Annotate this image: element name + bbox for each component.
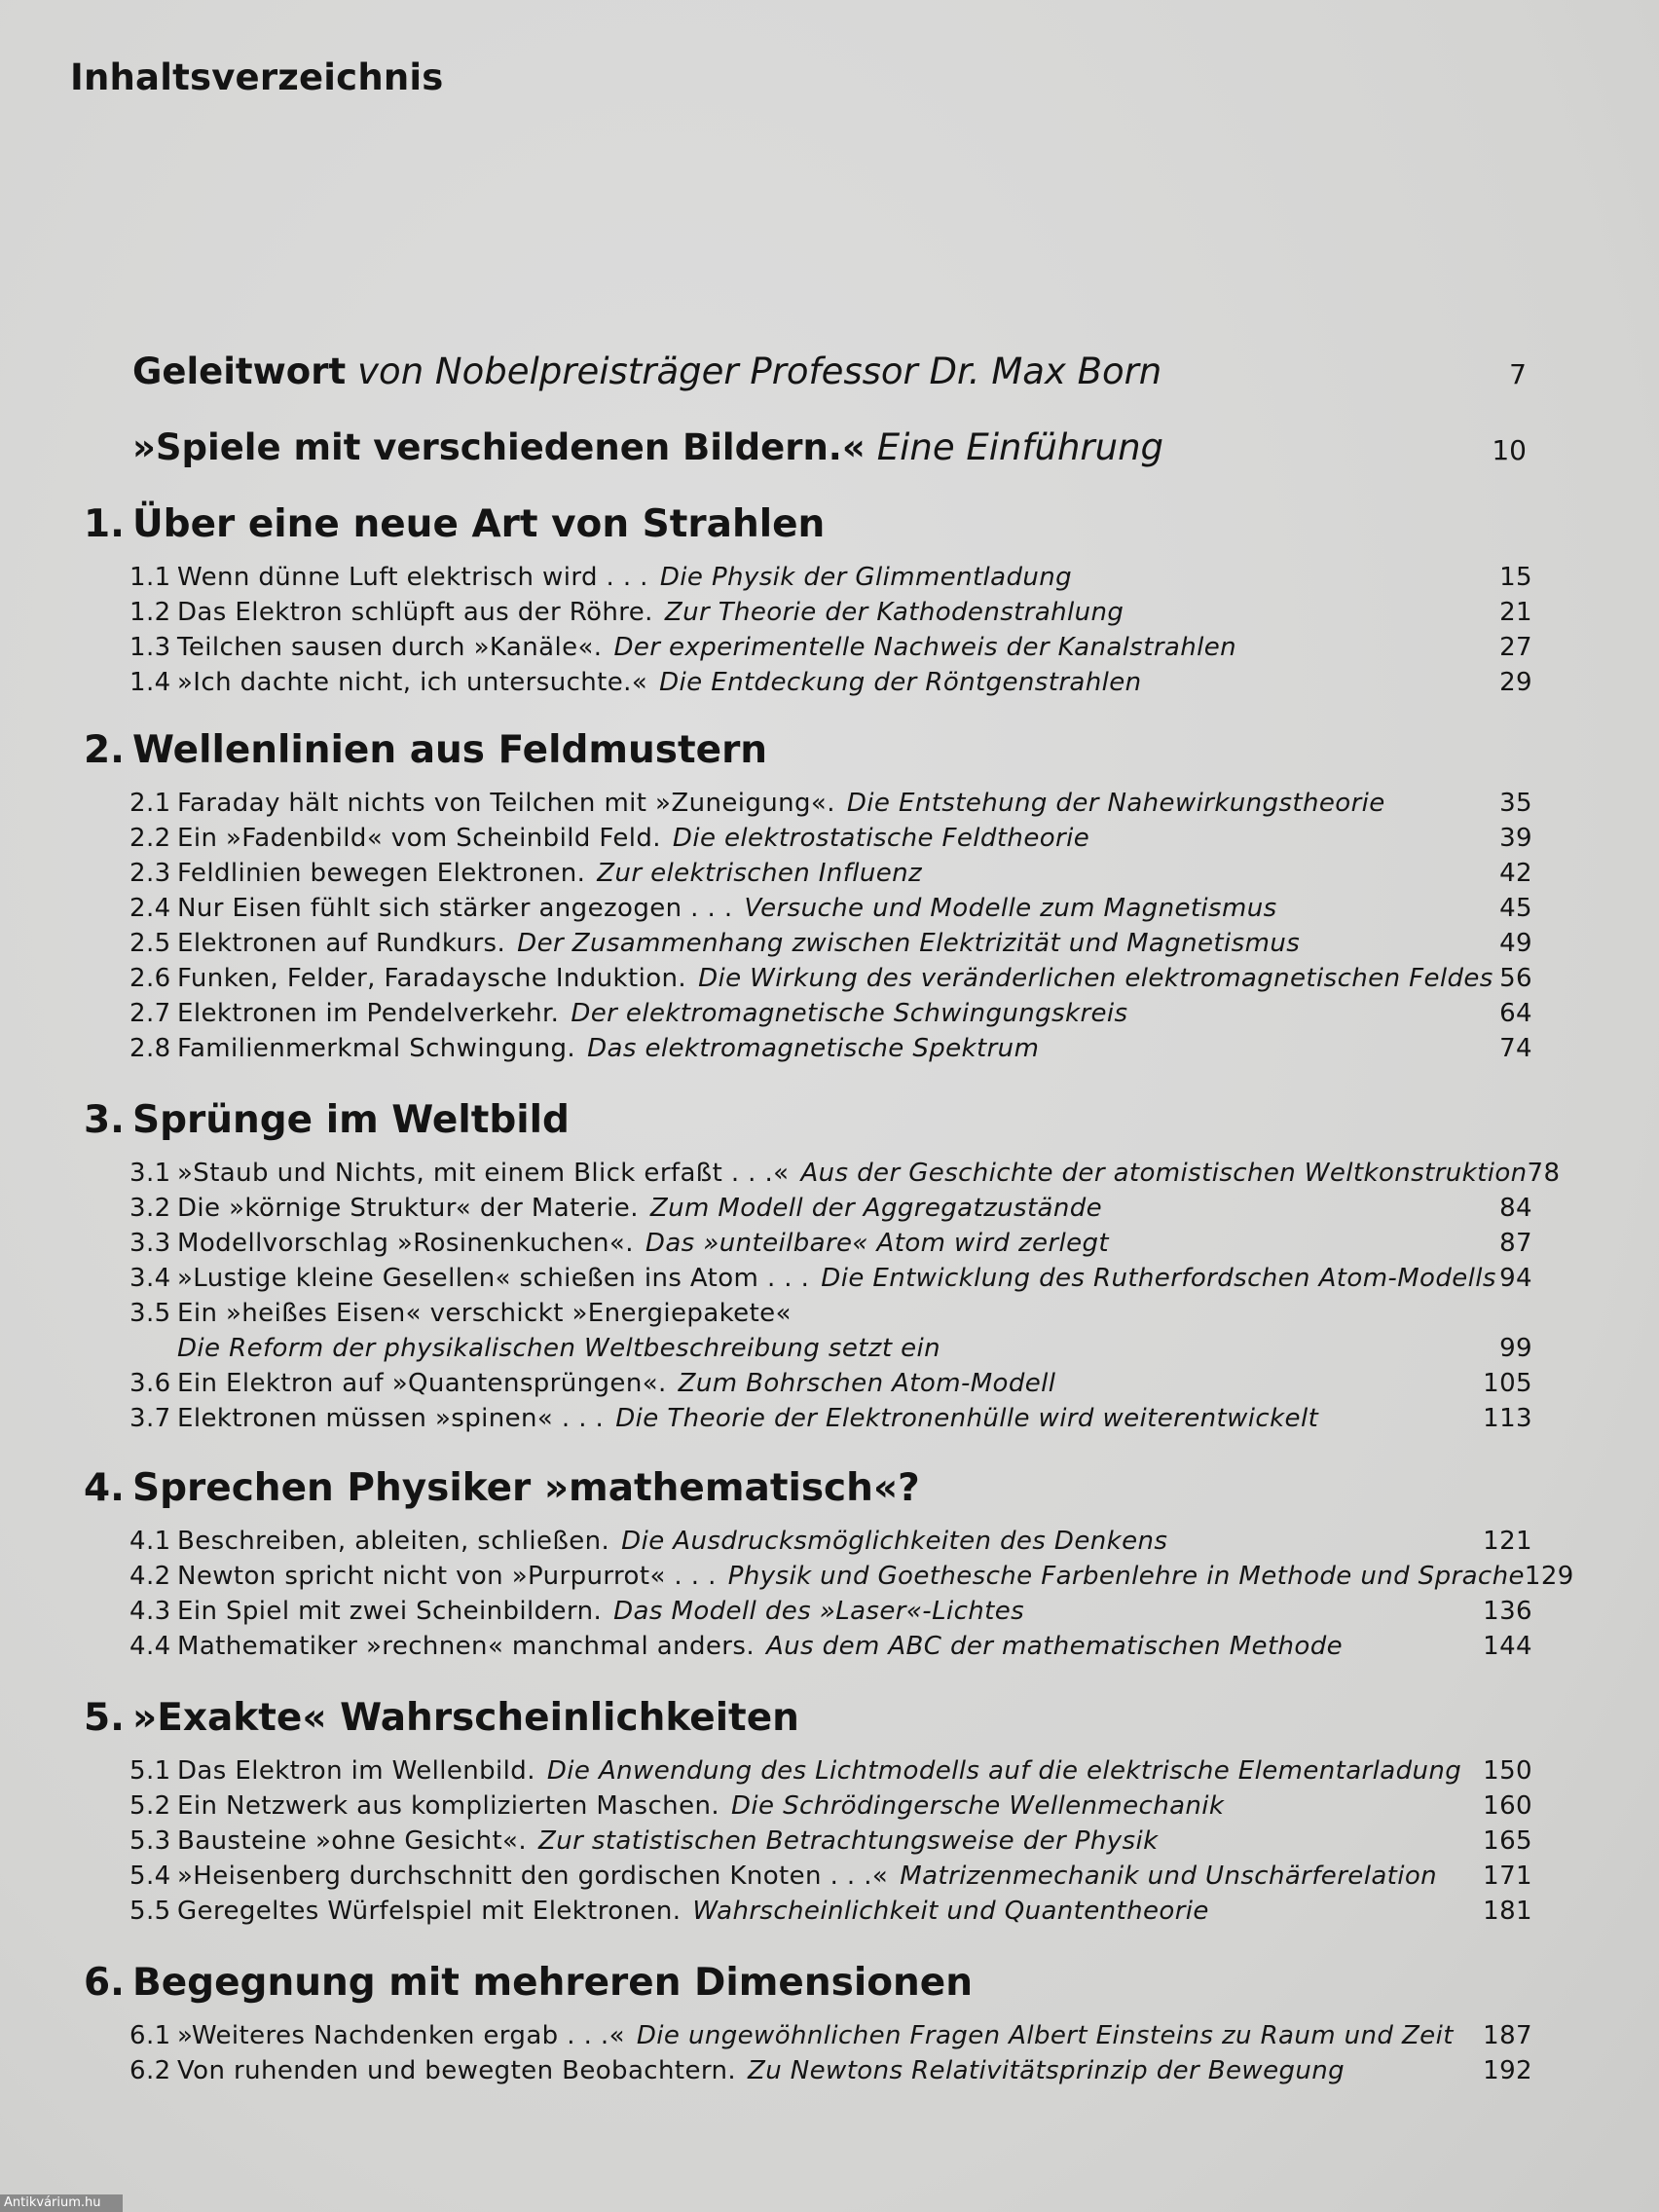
page-number: 45 <box>1499 894 1532 923</box>
entry-title: Elektronen im Pendelverkehr. <box>177 999 560 1028</box>
entry-subtitle: Der elektromagnetische Schwingungskreis <box>571 999 1128 1028</box>
entry-title: Das Elektron schlüpft aus der Röhre. <box>177 598 653 627</box>
entry-number: 3.1 <box>129 1159 171 1188</box>
entry-number: 2.4 <box>129 894 171 923</box>
page-number: 171 <box>1483 1862 1532 1891</box>
toc-entry <box>84 1404 1532 1439</box>
page-number: 165 <box>1483 1826 1532 1856</box>
toc-entry <box>84 1791 1532 1826</box>
page-number: 105 <box>1483 1369 1532 1398</box>
chapter-heading <box>84 502 1532 557</box>
entry-title: Funken, Felder, Faradaysche Induktion. <box>177 964 687 993</box>
toc-entry <box>84 964 1532 999</box>
page-number: 42 <box>1499 859 1532 888</box>
entry-subtitle: Das elektromagnetische Spektrum <box>587 1034 1040 1063</box>
entry-subtitle: Die Entdeckung der Röntgenstrahlen <box>659 668 1142 697</box>
entry-number: 2.6 <box>129 964 171 993</box>
entry-number: 5.1 <box>129 1756 171 1786</box>
page-number: 113 <box>1483 1404 1532 1433</box>
chapter-heading <box>84 1696 1532 1751</box>
chapter-title: Begegnung mit mehreren Dimensionen <box>132 1961 973 2005</box>
chapter-section <box>84 1961 1532 2091</box>
chapter-section <box>84 1466 1574 1667</box>
preface-title: Geleitwort <box>132 350 347 392</box>
entry-subtitle: Der Zusammenhang zwischen Elektrizität und Magnetismus <box>517 929 1301 958</box>
chapter-number: 3. <box>84 1098 125 1142</box>
toc-entry <box>84 859 1532 894</box>
page-number: 84 <box>1499 1194 1532 1223</box>
entry-number: 5.3 <box>129 1826 171 1856</box>
watermark: Antikvárium.hu <box>0 2194 123 2212</box>
entry-title: Ein »heißes Eisen« verschickt »Energiepakete« <box>177 1299 792 1328</box>
entry-subtitle: Die Schrödingersche Wellenmechanik <box>731 1791 1225 1821</box>
chapter-number: 6. <box>84 1961 125 2005</box>
chapter-section <box>84 1098 1561 1439</box>
entry-number: 3.6 <box>129 1369 171 1398</box>
page-number: 121 <box>1483 1527 1532 1556</box>
entry-list <box>84 2021 1532 2091</box>
page-number: 150 <box>1483 1756 1532 1786</box>
entry-title: Geregeltes Würfelspiel mit Elektronen. <box>177 1897 682 1926</box>
entry-subtitle: Die Anwendung des Lichtmodells auf die elektrische Elementarladung <box>546 1756 1462 1786</box>
toc-entry <box>84 1264 1532 1299</box>
toc-entry <box>84 668 1532 703</box>
entry-list <box>84 1159 1561 1439</box>
toc-entry <box>84 1756 1532 1791</box>
entry-number: 2.8 <box>129 1034 171 1063</box>
page-number: 27 <box>1499 633 1532 662</box>
entry-subtitle: Die Entwicklung des Rutherfordschen Atom-Modells <box>821 1264 1496 1293</box>
entry-subtitle: Die ungewöhnlichen Fragen Albert Einsteins zu Raum und Zeit <box>636 2021 1454 2050</box>
page-number: 87 <box>1499 1229 1532 1258</box>
entry-number: 4.4 <box>129 1632 171 1661</box>
entry-title: Faraday hält nichts von Teilchen mit »Zuneigung«. <box>177 789 835 818</box>
entry-number: 3.7 <box>129 1404 171 1433</box>
entry-title: »Ich dachte nicht, ich untersuchte.« <box>177 668 648 697</box>
chapter-heading <box>84 1466 1532 1521</box>
entry-title: Newton spricht nicht von »Purpurrot« . . . <box>177 1562 717 1591</box>
preface-entry <box>132 350 1527 392</box>
entry-subtitle: Physik und Goethesche Farbenlehre in Methode und Sprache <box>727 1562 1525 1591</box>
entry-title: Das Elektron im Wellenbild. <box>177 1756 535 1786</box>
toc-entry <box>84 789 1532 824</box>
page-number: 74 <box>1499 1034 1532 1063</box>
entry-number: 2.7 <box>129 999 171 1028</box>
chapter-number: 1. <box>84 502 125 546</box>
toc-entry <box>84 1334 1532 1369</box>
entry-title: Mathematiker »rechnen« manchmal anders. <box>177 1632 755 1661</box>
page-number: 49 <box>1499 929 1532 958</box>
entry-subtitle: Zur statistischen Betrachtungsweise der Physik <box>538 1826 1159 1856</box>
entry-number: 3.5 <box>129 1299 171 1328</box>
entry-number: 4.1 <box>129 1527 171 1556</box>
entry-subtitle: Der experimentelle Nachweis der Kanalstrahlen <box>613 633 1237 662</box>
entry-title: Die »körnige Struktur« der Materie. <box>177 1194 639 1223</box>
chapter-number: 2. <box>84 728 125 772</box>
entry-number: 3.2 <box>129 1194 171 1223</box>
entry-title: Ein »Fadenbild« vom Scheinbild Feld. <box>177 824 661 853</box>
toc-entry <box>84 2056 1532 2091</box>
page-number: 160 <box>1483 1791 1532 1821</box>
chapter-number: 4. <box>84 1466 125 1510</box>
entry-list <box>84 563 1532 703</box>
entry-title: »Weiteres Nachdenken ergab . . .« <box>177 2021 625 2050</box>
entry-number: 2.1 <box>129 789 171 818</box>
toc-entry <box>84 1597 1532 1632</box>
entry-subtitle: Zur elektrischen Influenz <box>597 859 923 888</box>
entry-list <box>84 1756 1532 1932</box>
page-number: 39 <box>1499 824 1532 853</box>
page-number: 181 <box>1483 1897 1532 1926</box>
entry-number: 1.2 <box>129 598 171 627</box>
entry-number: 2.2 <box>129 824 171 853</box>
page-number: 192 <box>1483 2056 1532 2085</box>
toc-entry <box>84 1826 1532 1862</box>
entry-subtitle: Aus dem ABC der mathematischen Methode <box>765 1632 1344 1661</box>
entry-number: 3.3 <box>129 1229 171 1258</box>
entry-number: 5.5 <box>129 1897 171 1926</box>
entry-number: 6.1 <box>129 2021 171 2050</box>
toc-entry <box>84 598 1532 633</box>
chapter-section <box>84 502 1532 703</box>
toc-entry <box>84 1562 1574 1597</box>
chapter-title: Wellenlinien aus Feldmustern <box>132 728 768 772</box>
entry-subtitle: Aus der Geschichte der atomistischen Weltkonstruktion <box>800 1159 1528 1188</box>
preface-title: »Spiele mit verschiedenen Bildern.« <box>132 426 866 468</box>
page-number: 21 <box>1499 598 1532 627</box>
preface-entry <box>132 426 1527 468</box>
entry-title: »Heisenberg durchschnitt den gordischen Knoten . . .« <box>177 1862 889 1891</box>
page-number: 64 <box>1499 999 1532 1028</box>
entry-subtitle: Zur Theorie der Kathodenstrahlung <box>664 598 1124 627</box>
entry-subtitle: Zu Newtons Relativitätsprinzip der Bewegung <box>748 2056 1346 2085</box>
entry-number: 4.3 <box>129 1597 171 1626</box>
entry-list <box>84 1527 1574 1667</box>
entry-title: Beschreiben, ableiten, schließen. <box>177 1527 610 1556</box>
toc-entry <box>84 1369 1532 1404</box>
toc-entry <box>84 1229 1532 1264</box>
entry-title: Ein Netzwerk aus komplizierten Maschen. <box>177 1791 720 1821</box>
toc-entry <box>84 1897 1532 1932</box>
toc-entry <box>84 1862 1532 1897</box>
entry-number: 1.3 <box>129 633 171 662</box>
entry-title: Wenn dünne Luft elektrisch wird . . . <box>177 563 648 592</box>
chapter-number: 5. <box>84 1696 125 1740</box>
entry-number: 5.4 <box>129 1862 171 1891</box>
toc-entry <box>84 1527 1532 1562</box>
entry-title: Nur Eisen fühlt sich stärker angezogen . . . <box>177 894 733 923</box>
toc-entry <box>84 1034 1532 1069</box>
entry-title: Bausteine »ohne Gesicht«. <box>177 1826 528 1856</box>
page-number: 35 <box>1499 789 1532 818</box>
entry-subtitle: Matrizenmechanik und Unschärferelation <box>900 1862 1438 1891</box>
entry-subtitle: Zum Bohrschen Atom-Modell <box>678 1369 1056 1398</box>
entry-subtitle: Die Ausdrucksmöglichkeiten des Denkens <box>621 1527 1168 1556</box>
entry-subtitle: Die Entstehung der Nahewirkungstheorie <box>846 789 1385 818</box>
page-number: 7 <box>1509 358 1527 390</box>
entry-subtitle: Die Wirkung des veränderlichen elektromagnetischen Feldes <box>698 964 1493 993</box>
chapter-section <box>84 1696 1532 1932</box>
entry-title: Die Reform der physikalischen Weltbeschreibung setzt ein <box>177 1334 941 1363</box>
page-number: 94 <box>1499 1264 1532 1293</box>
toc-entry <box>84 633 1532 668</box>
chapter-title: Sprünge im Weltbild <box>132 1098 570 1142</box>
toc-entry <box>84 1194 1532 1229</box>
page-title: Inhaltsverzeichnis <box>70 56 444 98</box>
entry-subtitle: Versuche und Modelle zum Magnetismus <box>744 894 1277 923</box>
preface-subtitle: Eine Einführung <box>876 426 1164 468</box>
entry-number: 1.4 <box>129 668 171 697</box>
chapter-section <box>84 728 1532 1069</box>
preface-subtitle: von Nobelpreisträger Professor Dr. Max Born <box>357 350 1162 392</box>
chapter-heading <box>84 1098 1532 1153</box>
entry-list <box>84 789 1532 1069</box>
toc-entry <box>84 824 1532 859</box>
page-number: 136 <box>1483 1597 1532 1626</box>
entry-number: 2.3 <box>129 859 171 888</box>
entry-subtitle: Die Theorie der Elektronenhülle wird weiterentwickelt <box>615 1404 1319 1433</box>
entry-subtitle: Das »unteilbare« Atom wird zerlegt <box>645 1229 1110 1258</box>
page-number: 15 <box>1499 563 1532 592</box>
page-number: 78 <box>1527 1159 1561 1188</box>
toc-entry <box>84 1159 1561 1194</box>
entry-title: Teilchen sausen durch »Kanäle«. <box>177 633 603 662</box>
toc-entry <box>84 1299 1532 1334</box>
entry-title: Ein Elektron auf »Quantensprüngen«. <box>177 1369 667 1398</box>
entry-number: 4.2 <box>129 1562 171 1591</box>
entry-subtitle: Zum Modell der Aggregatzustände <box>649 1194 1103 1223</box>
chapter-title: »Exakte« Wahrscheinlichkeiten <box>132 1696 799 1740</box>
page-number: 29 <box>1499 668 1532 697</box>
entry-number: 1.1 <box>129 563 171 592</box>
entry-title: »Staub und Nichts, mit einem Blick erfaßt . . .« <box>177 1159 790 1188</box>
entry-title: Feldlinien bewegen Elektronen. <box>177 859 586 888</box>
page-number: 129 <box>1524 1562 1574 1591</box>
page-number: 187 <box>1483 2021 1532 2050</box>
chapter-heading <box>84 728 1532 783</box>
toc-entry <box>84 1632 1532 1667</box>
entry-subtitle: Die Physik der Glimmentladung <box>659 563 1073 592</box>
entry-title: Ein Spiel mit zwei Scheinbildern. <box>177 1597 603 1626</box>
entry-title: Modellvorschlag »Rosinenkuchen«. <box>177 1229 634 1258</box>
chapter-title: Über eine neue Art von Strahlen <box>132 502 826 546</box>
chapter-title: Sprechen Physiker »mathematisch«? <box>132 1466 920 1510</box>
entry-number: 6.2 <box>129 2056 171 2085</box>
entry-number: 3.4 <box>129 1264 171 1293</box>
entry-number: 2.5 <box>129 929 171 958</box>
entry-subtitle: Das Modell des »Laser«-Lichtes <box>613 1597 1025 1626</box>
entry-title: Elektronen auf Rundkurs. <box>177 929 506 958</box>
entry-title: Familienmerkmal Schwingung. <box>177 1034 576 1063</box>
entry-number: 5.2 <box>129 1791 171 1821</box>
page-number: 56 <box>1499 964 1532 993</box>
entry-subtitle: Die elektrostatische Feldtheorie <box>672 824 1090 853</box>
entry-title: »Lustige kleine Gesellen« schießen ins Atom . . . <box>177 1264 810 1293</box>
entry-title: Elektronen müssen »spinen« . . . <box>177 1404 605 1433</box>
entry-subtitle: Wahrscheinlichkeit und Quantentheorie <box>692 1897 1209 1926</box>
page-number: 144 <box>1483 1632 1532 1661</box>
toc-entry <box>84 894 1532 929</box>
toc-entry <box>84 563 1532 598</box>
page-number: 10 <box>1492 434 1527 466</box>
toc-entry <box>84 999 1532 1034</box>
toc-entry <box>84 2021 1532 2056</box>
chapter-heading <box>84 1961 1532 2015</box>
entry-title: Von ruhenden und bewegten Beobachtern. <box>177 2056 737 2085</box>
toc-entry <box>84 929 1532 964</box>
page-number: 99 <box>1499 1334 1532 1363</box>
